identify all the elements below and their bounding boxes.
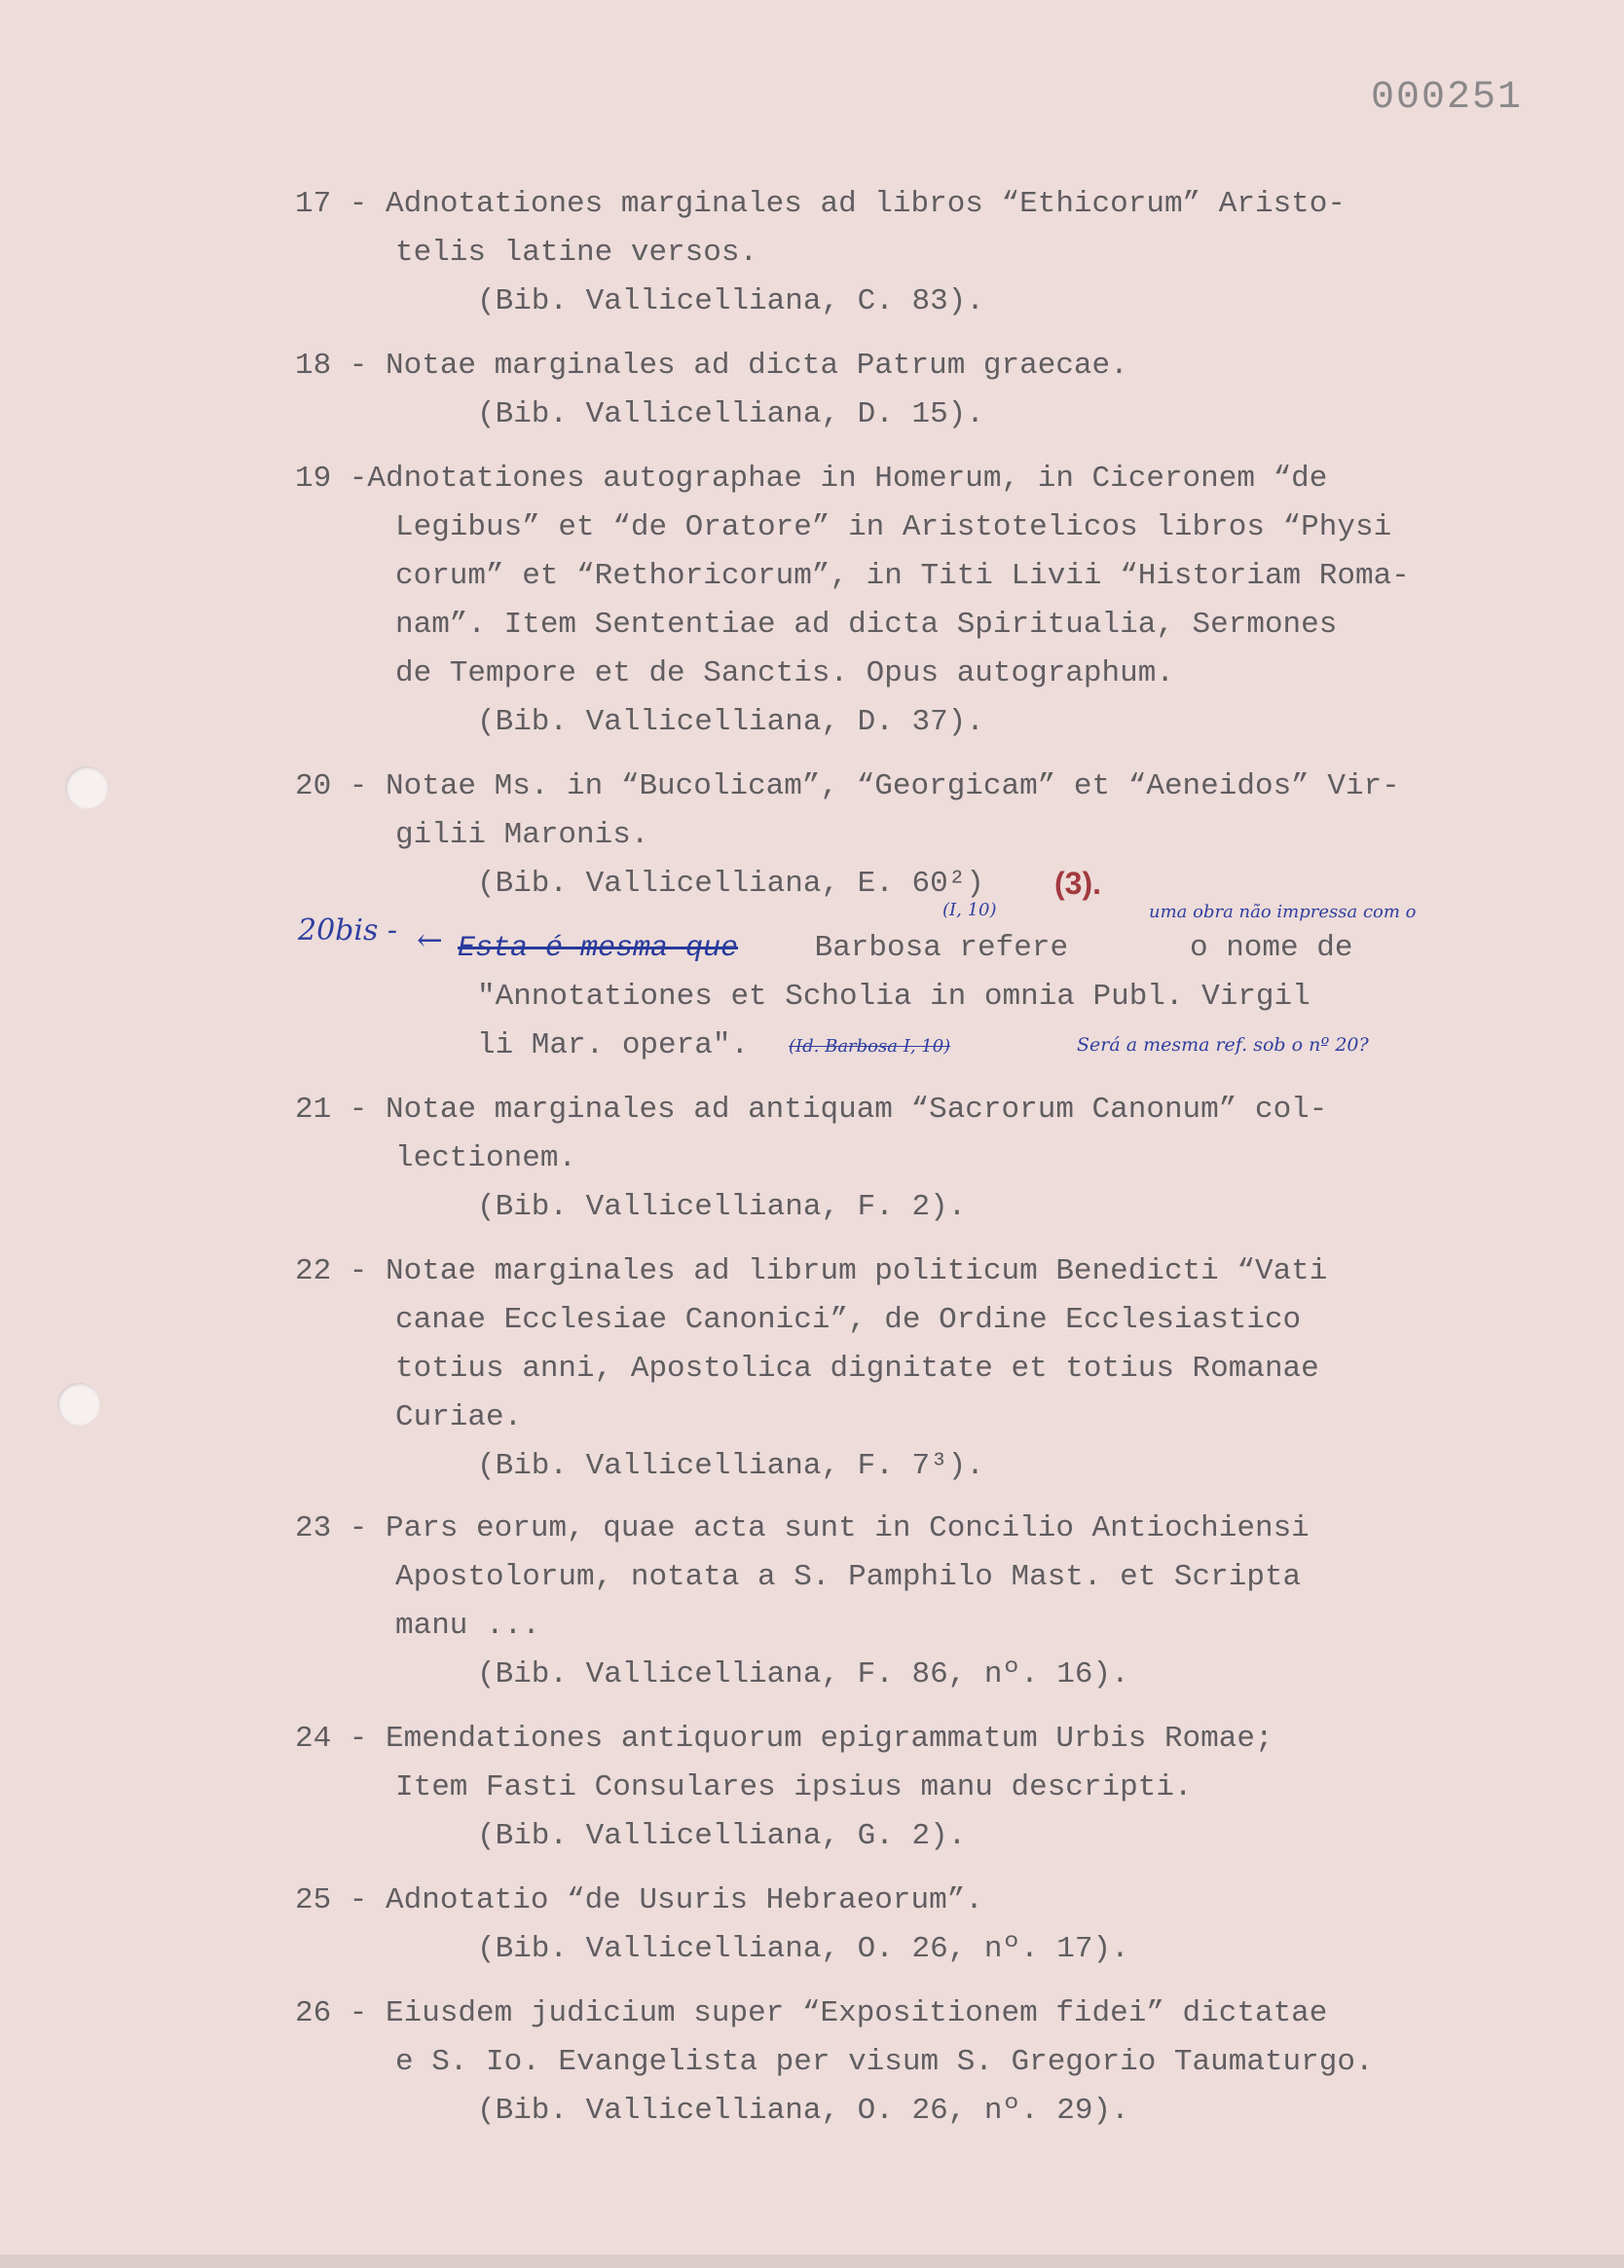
entry-22-line-3: totius anni, Apostolica dignitate et totius Romanae (395, 1352, 1319, 1386)
entry-21-line-2: lectionem. (395, 1141, 577, 1175)
entry-20bis-handwritten-note-top: uma obra não impressa com o (1149, 902, 1417, 922)
entry-18-line-1: 18 - Notae marginales ad dicta Patrum graecae. (295, 349, 1128, 383)
entry-18-reference: (Bib. Vallicelliana, D. 15). (477, 397, 984, 431)
entry-19-line-2: Legibus” et “de Oratore” in Aristotelicos libros “Physi (395, 510, 1392, 544)
entry-20bis-struck-text: Esta é mesma que (458, 932, 739, 965)
entry-24-line-1: 24 - Emendationes antiquorum epigrammatum Urbis Romae; (295, 1722, 1273, 1756)
entry-20bis-label: 20bis - (298, 913, 398, 948)
entry-17-reference: (Bib. Vallicelliana, C. 83). (477, 284, 984, 318)
entry-17-line-2: telis latine versos. (395, 236, 758, 270)
entry-23-line-1: 23 - Pars eorum, quae acta sunt in Concilio Antiochiensi (295, 1511, 1310, 1545)
entry-19-reference: (Bib. Vallicelliana, D. 37). (477, 705, 984, 739)
entry-20-red-note: (3). (1054, 866, 1101, 901)
entry-24-reference: (Bib. Vallicelliana, G. 2). (477, 1819, 967, 1853)
entry-20-line-2: gilii Maronis. (395, 818, 649, 852)
entry-21-reference: (Bib. Vallicelliana, F. 2). (477, 1190, 967, 1224)
entry-22-line-2: canae Ecclesiae Canonici”, de Ordine Ecclesiastico (395, 1303, 1302, 1337)
entry-19-line-3: corum” et “Rethoricorum”, in Titi Livii “Historiam Roma- (395, 559, 1410, 593)
entry-17-line-1: 17 - Adnotationes marginales ad libros “Ethicorum” Aristo- (295, 187, 1346, 221)
entry-22-line-4: Curiae. (395, 1400, 523, 1434)
entry-25-reference: (Bib. Vallicelliana, O. 26, nº. 17). (477, 1932, 1129, 1966)
entry-23-line-3: manu ... (395, 1609, 540, 1643)
entry-24-line-2: Item Fasti Consulares ipsius manu descripti. (395, 1770, 1193, 1804)
entry-19-line-1: 19 -Adnotationes autographae in Homerum, in Ciceronem “de (295, 462, 1328, 496)
entry-23-reference: (Bib. Vallicelliana, F. 86, nº. 16). (477, 1657, 1129, 1692)
scan-bottom-edge (0, 2254, 1624, 2268)
entry-20bis-line-1b: o nome de (1190, 931, 1353, 965)
entry-20bis-handwritten-note-bottom: Será a mesma ref. sob o nº 20? (1077, 1034, 1369, 1056)
entry-22-line-1: 22 - Notae marginales ad librum politicum Benedicti “Vati (295, 1254, 1328, 1288)
entry-20-line-1: 20 - Notae Ms. in “Bucolicam”, “Georgicam” et “Aeneidos” Vir- (295, 769, 1400, 803)
entry-21-line-1: 21 - Notae marginales ad antiquam “Sacrorum Canonum” col- (295, 1093, 1328, 1127)
entry-25-line-1: 25 - Adnotatio “de Usuris Hebraeorum”. (295, 1883, 983, 1917)
entry-19-line-5: de Tempore et de Sanctis. Opus autographum. (395, 656, 1174, 690)
insert-arrow-icon: ← (417, 921, 443, 958)
entry-20bis-struck-ref: (Id. Barbosa I, 10) (789, 1036, 951, 1057)
entry-26-reference: (Bib. Vallicelliana, O. 26, nº. 29). (477, 2094, 1129, 2128)
punch-hole-lower (57, 1383, 100, 1426)
entry-23-line-2: Apostolorum, notata a S. Pamphilo Mast. et Scripta (395, 1560, 1302, 1594)
entry-26-line-2: e S. Io. Evangelista per visum S. Gregorio Taumaturgo. (395, 2045, 1374, 2079)
entry-26-line-1: 26 - Eiusdem judicium super “Expositionem fidei” dictatae (295, 1996, 1328, 2030)
entry-19-line-4: nam”. Item Sententiae ad dicta Spiritualia, Sermones (395, 608, 1338, 642)
punch-hole-upper (65, 766, 108, 809)
page-number: 000251 (1370, 76, 1523, 120)
entry-20bis-line-2: "Annotationes et Scholia in omnia Publ. Virgil (477, 980, 1310, 1014)
entry-22-reference: (Bib. Vallicelliana, F. 7³). (477, 1449, 984, 1483)
entry-20-reference: (Bib. Vallicelliana, E. 60²) (477, 867, 984, 901)
entry-20bis-handwritten-ref: (I, 10) (942, 900, 997, 920)
entry-20bis-line-3: li Mar. opera". (477, 1028, 750, 1062)
entry-20bis-line-1a: Barbosa refere (796, 931, 1087, 965)
